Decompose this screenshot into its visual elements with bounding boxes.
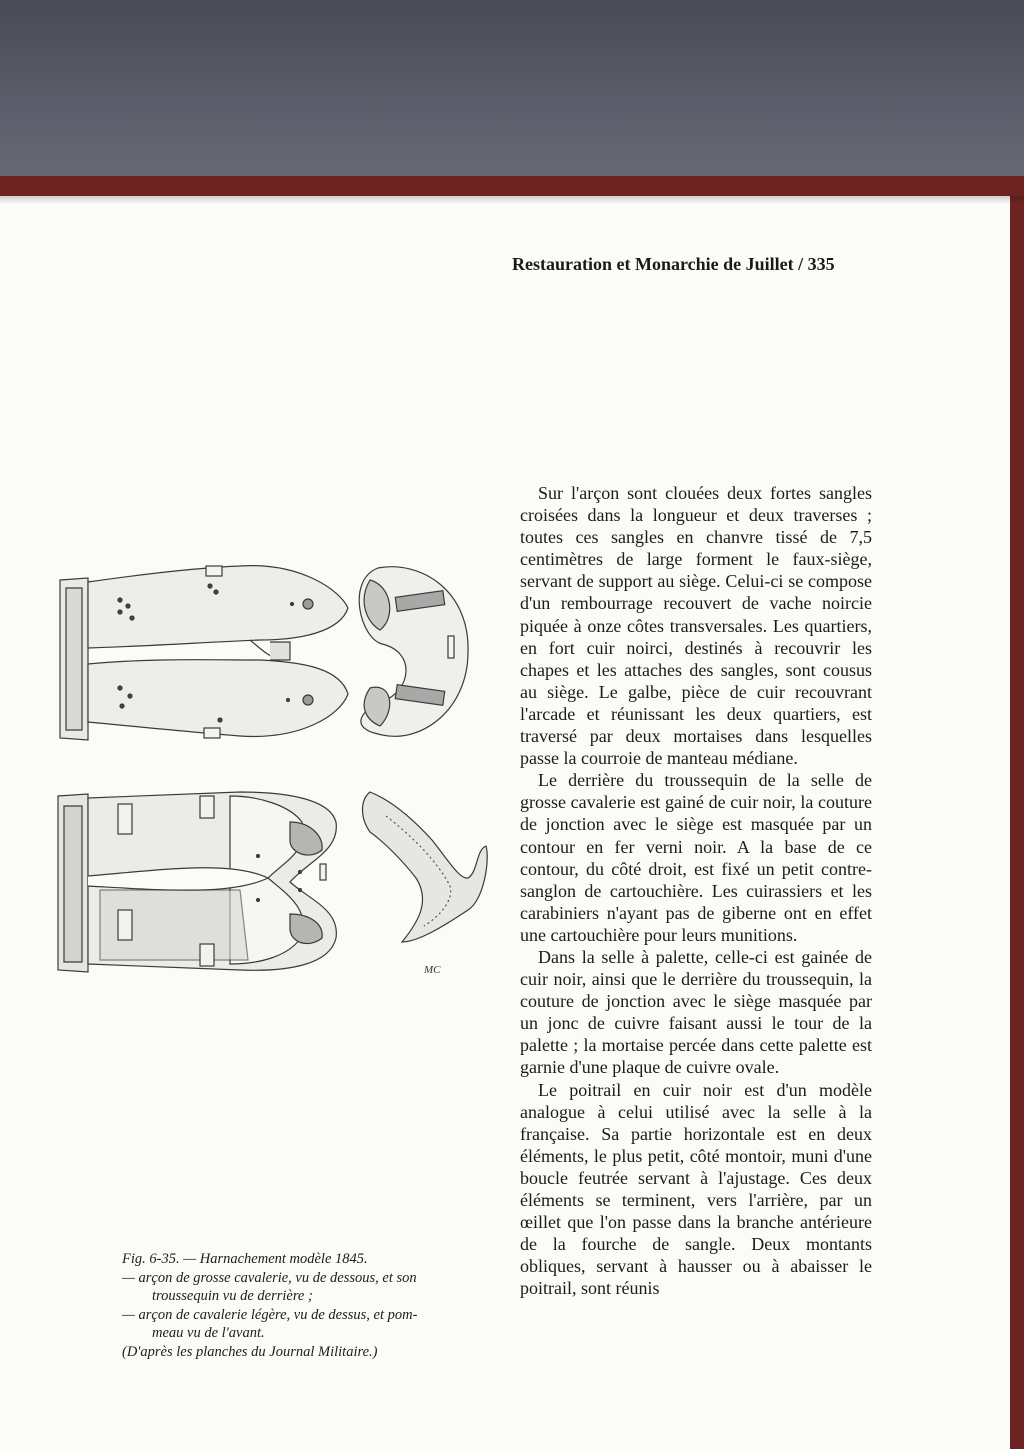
caption-item-1: — arçon de grosse cavalerie, vu de dessous, et son — [122, 1269, 417, 1286]
paragraph: Dans la selle à palette, celle-ci est gainée de cuir noir, ainsi que le derrière du troussequin, la couture de jonction avec le siège masquée par un jonc de cuivre faisant aussi le tour de la palette ; la mortaise percée dans cette palette est garnie d'une plaque de cuivre ovale. — [520, 946, 872, 1078]
caption-item-2: — arçon de cavalerie légère, vu de dessus, et pom- — [122, 1306, 418, 1323]
caption-title: Fig. 6-35. — Harnachement modèle 1845. — [122, 1251, 368, 1267]
pommel-drawing — [363, 792, 488, 942]
caption-source: (D'après les planches du Journal Militaire.) — [122, 1343, 378, 1360]
troussequin-drawing — [359, 567, 468, 737]
light-cavalry-arcon-drawing — [58, 792, 336, 972]
caption-item-2-cont: meau vu de l'avant. — [152, 1325, 265, 1341]
saddle-illustration — [40, 560, 500, 1000]
paragraph: Le derrière du troussequin de la selle de grosse cavalerie est gainé de cuir noir, la couture de jonction avec le siège est masquée par un contour en fer verni noir. A la base de ce contour, du côté droit, est fixé un petit contre-sanglon de cartouchière. Les cuirassiers et les carabiniers n'ayant pas de giberne ont en effet une cartouchière pour leurs munitions. — [520, 770, 872, 945]
caption-item-1-cont: troussequin vu de derrière ; — [152, 1288, 313, 1304]
heavy-cavalry-arcon-drawing — [60, 566, 348, 740]
scanner-background — [0, 0, 1024, 200]
illustrator-signature: MC — [424, 964, 441, 976]
paragraph: Le poitrail en cuir noir est d'un modèle analogue à celui utilisé avec la selle à la française. Sa partie horizontale est en deux éléments, le plus petit, côté montoir, muni d'une boucle feutrée servant à l'ajustage. Ces deux éléments se terminent, vers l'arrière, par un œillet que l'on passe dans la branche antérieure de la fourche de sangle. Deux montants obliques, servant à hausser ou à abaisser le poitrail, sont réunis — [520, 1079, 872, 1299]
body-text — [520, 482, 872, 1299]
page-top-shadow — [0, 196, 1024, 204]
running-head: Restauration et Monarchie de Juillet / 335 — [512, 254, 835, 274]
figure-caption — [122, 1250, 494, 1361]
paragraph: Sur l'arçon sont clouées deux fortes sangles croisées dans la longueur et deux traverses ; toutes ces sangles en chanvre tissé de 7,5 centimètres de large forment le faux-siège, servant de support au siège. Celui-ci se compose d'un rembourrage recouvert de vache noircie piquée à onze côtes transversales. Les quartiers, en fort cuir noirci, destinés à recouvrir les chapes et les attaches des sangles, sont cousus au siège. Le galbe, pièce de cuir recouvrant l'arcade et réunissant les deux quartiers, est traversé par deux mortaises dans lesquelles passe la courroie de manteau médiane. — [520, 483, 872, 769]
